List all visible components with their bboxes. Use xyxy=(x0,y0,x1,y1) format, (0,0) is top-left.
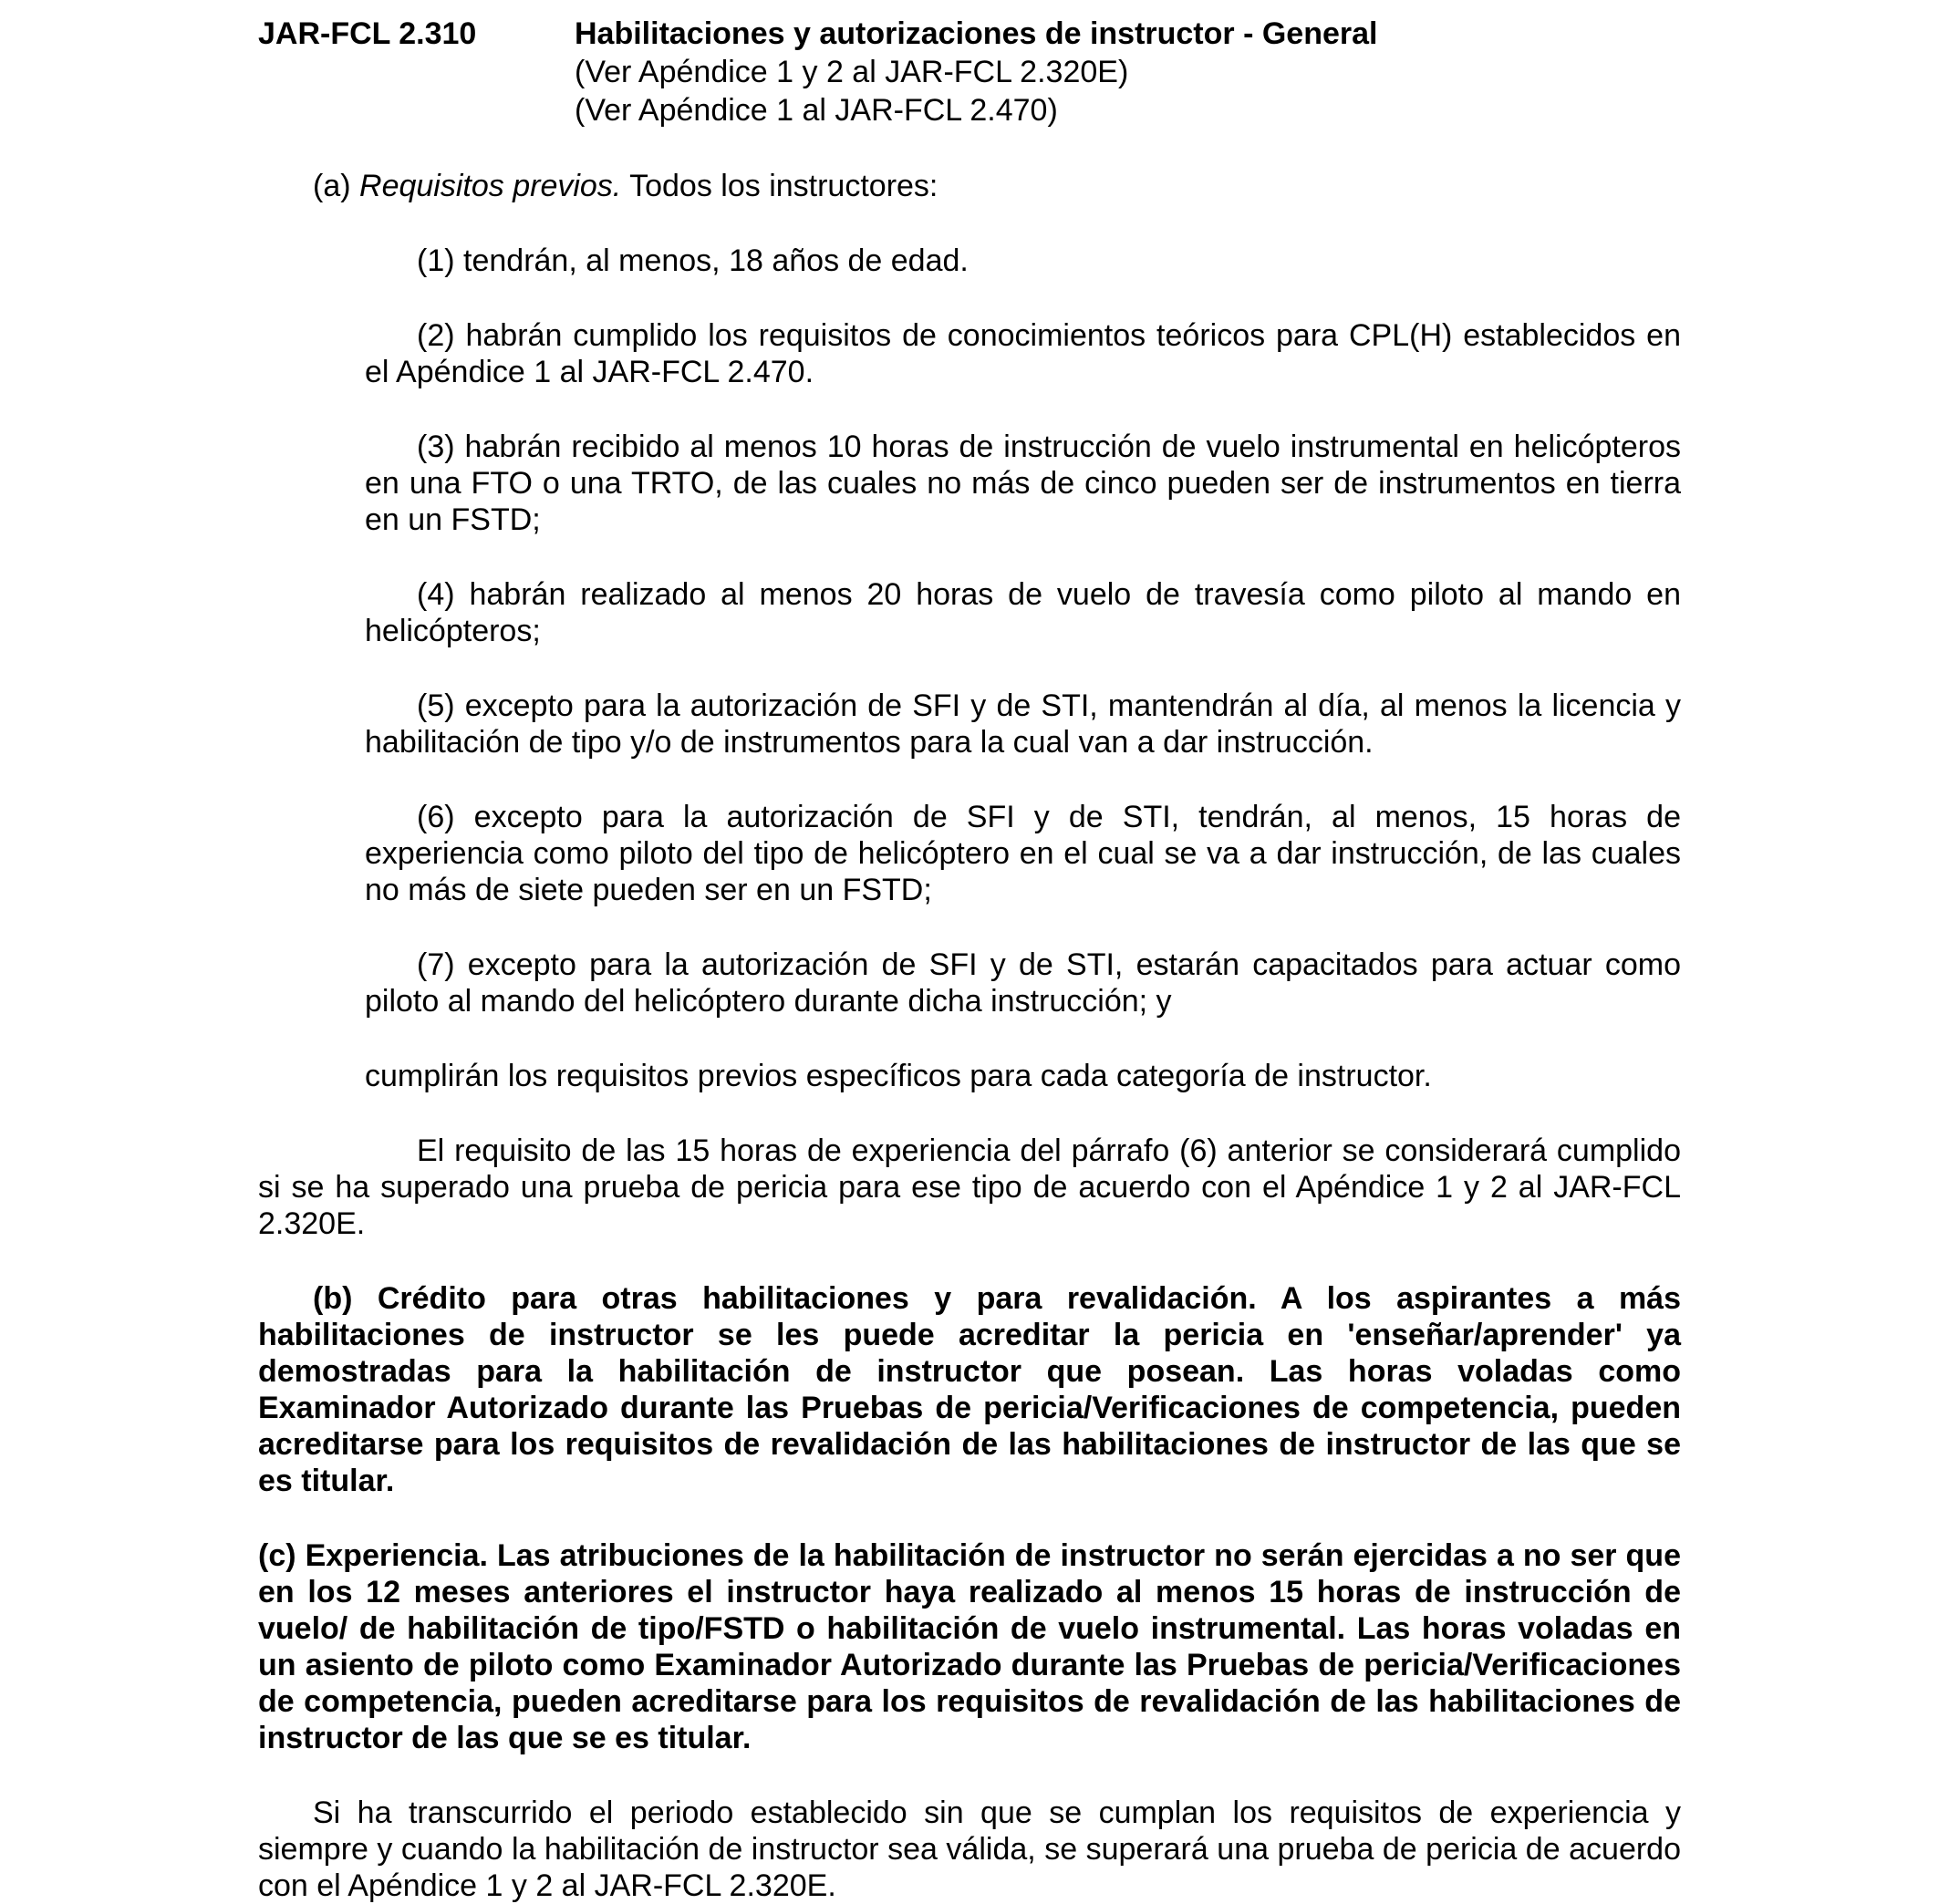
regulation-header xyxy=(258,15,1681,129)
paragraph-a-text: Todos los instructores: xyxy=(629,169,938,203)
item-number: (3) xyxy=(417,429,455,464)
numbered-item xyxy=(365,243,1681,279)
item-text: habrán realizado al menos 20 horas de vuelo de travesía como piloto al mando en helicópteros; xyxy=(365,577,1681,648)
item-text: habrán recibido al menos 10 horas de instrucción de vuelo instrumental en helicópteros en una FTO o una TRTO, de las cuales no más de cinco pueden ser de instrumentos en tierra en un FSTD; xyxy=(365,429,1681,537)
regulation-title: Habilitaciones y autorizaciones de instructor - General xyxy=(575,16,1378,51)
paragraph-final: Si ha transcurrido el periodo establecido sin que se cumplan los requisitos de experiencia y siempre y cuando la habilitación de instructor sea válida, se superará una prueba de pericia de acuerdo con el Apéndice 1 y 2 al JAR-FCL 2.320E. xyxy=(258,1795,1681,1903)
paragraph-15-hours: El requisito de las 15 horas de experiencia del párrafo (6) anterior se considerará cumplido si se ha superado una prueba de pericia para ese tipo de acuerdo con el Apéndice 1 y 2 al JAR-FCL 2.320E. xyxy=(258,1133,1681,1241)
paragraph-c-text: Experiencia. Las atribuciones de la habilitación de instructor no serán ejercidas a no ser que en los 12 meses anteriores el instructor haya realizado al menos 15 horas de instrucción de vuelo/ de habilitación de tipo/FSTD o habilitación de vuelo instrumental. Las horas voladas en un asiento de piloto como Examinador Autorizado durante las Pruebas de pericia/Verificaciones de competencia, pueden acreditarse para los requisitos de revalidación de las habilitaciones de instructor de las que se es titular. xyxy=(258,1538,1681,1755)
item-text: tendrán, al menos, 18 años de edad. xyxy=(463,243,969,278)
paragraph-a-label: (a) xyxy=(313,169,351,203)
item-text: excepto para la autorización de SFI y de STI, estarán capacitados para actuar como piloto al mando del helicóptero durante dicha instrucción; y xyxy=(365,947,1681,1019)
numbered-item xyxy=(365,688,1681,761)
paragraph-a-title: Requisitos previos. xyxy=(359,169,622,203)
item-number: (1) xyxy=(417,243,455,278)
paragraph-b-text: Crédito para otras habilitaciones y para revalidación. A los aspirantes a más habilitaciones de instructor se les puede acreditar la pericia en 'enseñar/aprender' ya demostradas para la habilitación de instructor que posean. Las horas voladas como Examinador Autorizado durante las Pruebas de pericia/Verificaciones de competencia, pueden acreditarse para los requisitos de revalidación de las habilitaciones de instructor de las que se es titular. xyxy=(258,1281,1682,1498)
item-number: (7) xyxy=(417,947,455,982)
item-number: (6) xyxy=(417,800,455,834)
numbered-item xyxy=(365,799,1681,908)
see-appendix-note: (Ver Apéndice 1 y 2 al JAR-FCL 2.320E) xyxy=(575,55,1129,89)
paragraph-c xyxy=(258,1537,1681,1756)
numbered-item xyxy=(365,947,1681,1019)
see-appendix-note: (Ver Apéndice 1 al JAR-FCL 2.470) xyxy=(575,93,1058,128)
paragraph-b-label: (b) xyxy=(313,1281,353,1316)
numbered-item xyxy=(365,576,1681,649)
item-text: habrán cumplido los requisitos de conocimientos teóricos para CPL(H) establecidos en el Apéndice 1 al JAR-FCL 2.470. xyxy=(365,318,1681,389)
item-number: (2) xyxy=(417,318,455,353)
paragraph-c-label: (c) xyxy=(258,1538,296,1573)
paragraph-b xyxy=(258,1280,1681,1499)
closing-item: cumplirán los requisitos previos específicos para cada categoría de instructor. xyxy=(365,1059,1432,1093)
regulation-number: JAR-FCL 2.310 xyxy=(258,16,477,51)
numbered-item xyxy=(365,317,1681,390)
item-number: (5) xyxy=(417,688,455,723)
regulation-title-block xyxy=(575,15,1377,129)
item-text: excepto para la autorización de SFI y de STI, mantendrán al día, al menos la licencia y habilitación de tipo y/o de instrumentos para la cual van a dar instrucción. xyxy=(365,688,1681,760)
item-text: excepto para la autorización de SFI y de STI, tendrán, al menos, 15 horas de experiencia como piloto del tipo de helicóptero en el cual se va a dar instrucción, de las cuales no más de siete pueden ser en un FSTD; xyxy=(365,800,1682,907)
paragraph-a xyxy=(258,168,1681,204)
numbered-item xyxy=(365,429,1681,538)
item-number: (4) xyxy=(417,577,455,612)
